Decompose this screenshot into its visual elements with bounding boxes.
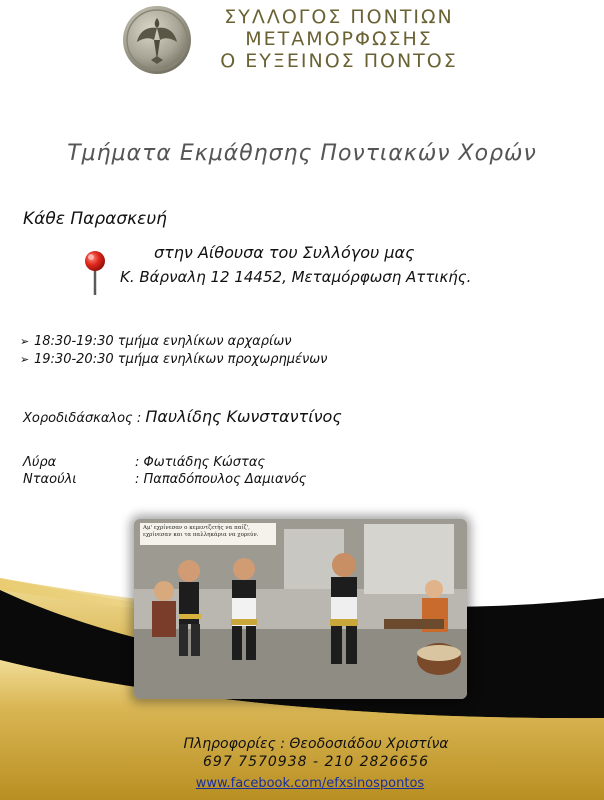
contact-person: Πληροφορίες : Θεοδοσιάδου Χριστίνα <box>183 736 449 752</box>
org-name-line-2: ΜΕΤΑΜΟΡΦΩΣΗΣ <box>245 28 433 50</box>
instrument-name: Νταούλι <box>23 472 77 487</box>
instrument-name: Λύρα <box>23 455 57 470</box>
arrow-bullet-icon: ➢ <box>20 352 30 366</box>
class-row <box>20 350 327 368</box>
dancers-illustration <box>134 519 467 699</box>
teacher-name: Παυλίδης Κωνσταντίνος <box>145 407 342 426</box>
class-row <box>20 332 327 350</box>
eagle-coin-logo <box>121 4 193 76</box>
musicians-list <box>23 455 306 489</box>
musician-row <box>23 455 306 472</box>
musician-row <box>23 472 306 489</box>
org-name-line-1: ΣΥΛΛΟΓΟΣ ΠΟΝΤΙΩΝ <box>224 6 454 28</box>
dance-teacher <box>23 407 342 426</box>
class-time: 18:30-19:30 τμήμα ενηλίκων αρχαρίων <box>34 333 292 349</box>
venue-hall: στην Αίθουσα του Συλλόγου μας <box>154 243 415 262</box>
map-pin-icon <box>80 249 110 299</box>
caption-line-2: εχρίνεσαν και τα παλληκάρια να χορεύν. <box>143 532 259 538</box>
musician-name: : Φωτιάδης Κώστας <box>135 455 266 470</box>
class-time: 19:30-20:30 τμήμα ενηλίκων προχωρημένων <box>34 351 328 367</box>
dancers-scene <box>134 519 467 699</box>
org-name-line-3: Ο ΕΥΞΕΙΝΟΣ ΠΟΝΤΟΣ <box>220 50 458 72</box>
musician-name: : Παπαδόπουλος Δαμιανός <box>135 472 307 487</box>
schedule-day: Κάθε Παρασκευή <box>23 209 167 229</box>
caption-line-1: Αμ' εχρίνεσαν ο κεμεντζετής να παίζ', <box>143 525 250 531</box>
organization-name <box>199 6 479 72</box>
teacher-label: Χοροδιδάσκαλος : <box>23 411 146 426</box>
contact-info <box>0 736 604 791</box>
contact-phones: 697 7570938 - 210 2826656 <box>203 754 429 770</box>
class-schedule <box>20 332 327 368</box>
facebook-link[interactable]: www.facebook.com/efxsinospontos <box>195 776 425 791</box>
venue-address: Κ. Βάρναλη 12 14452, Μεταμόρφωση Αττικής. <box>120 268 472 286</box>
page-title: Τμήματα Εκμάθησης Ποντιακών Χορών <box>67 141 537 166</box>
illustration-caption <box>140 523 276 545</box>
arrow-bullet-icon: ➢ <box>20 334 30 348</box>
